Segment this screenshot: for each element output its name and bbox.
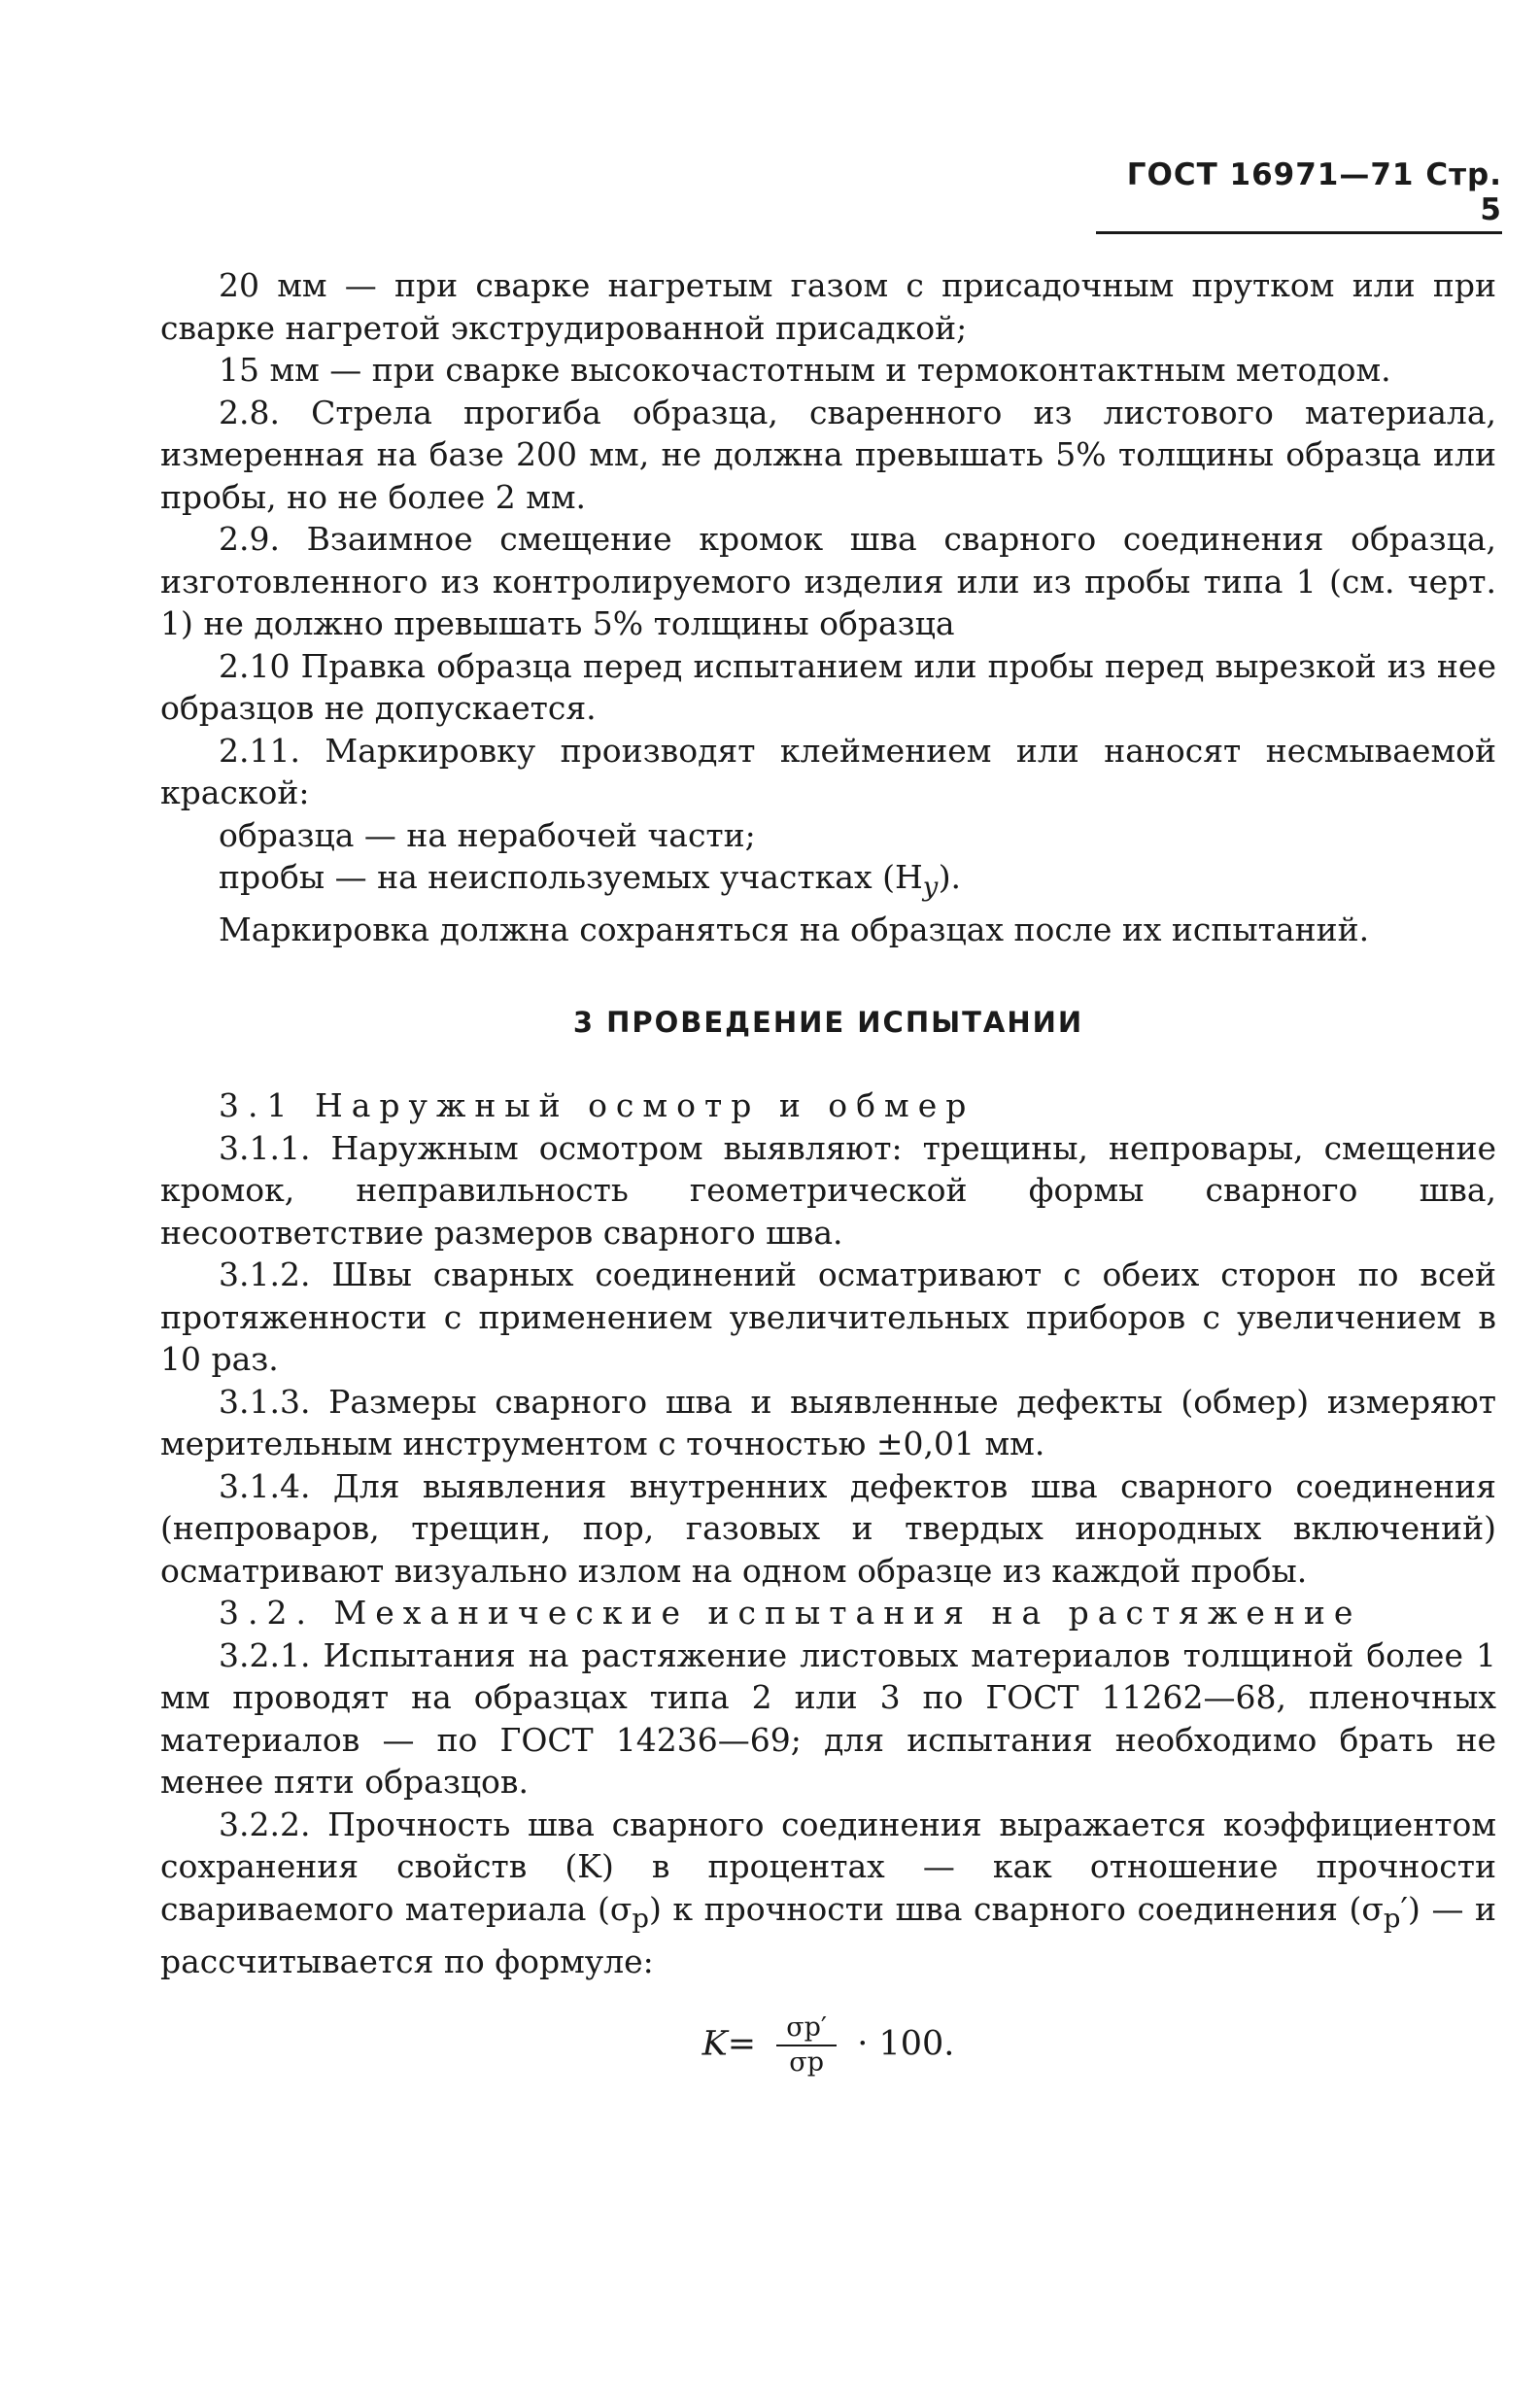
- document-body: [160, 264, 1496, 2079]
- paragraph: 15 мм — при сварке высокочастотным и термоконтактным методом.: [219, 351, 1391, 389]
- subscript: у: [922, 871, 939, 903]
- formula-rhs: · 100.: [857, 2024, 955, 2064]
- subsection-3-2-title: 3.2. Механические испытания на растяжение: [219, 1594, 1362, 1633]
- subscript: р: [1383, 1903, 1401, 1935]
- clause-2-9: 2.9. Взаимное смещение кромок шва сварного соединения образца, изготовленного из контролируемого изделия или из пробы типа 1 (см. черт. 1) не должно превышать 5% толщины образца: [160, 520, 1496, 642]
- page-number: Стр. 5: [1425, 157, 1502, 227]
- clause-3-2-2-text-a: 3.2.2. Прочность шва сварного соединения выражается коэффициентом сохранения свойств (K) в процентах — как отношение прочности свариваемого материала (σ: [160, 1804, 1496, 1928]
- page-header: [1096, 157, 1502, 234]
- formula-lhs: K=: [702, 2024, 757, 2064]
- clause-3-1-3: 3.1.3. Размеры сварного шва и выявленные дефекты (обмер) измеряют мерительным инструментом с точностью ±0,01 мм.: [160, 1382, 1496, 1463]
- marking-probe: [160, 856, 1496, 909]
- clause-2-10: 2.10 Правка образца перед испытанием или пробы перед вырезкой из нее образцов не допускается.: [160, 646, 1496, 727]
- subsection-3-1-title: 3.1 Наружный осмотр и обмер: [219, 1086, 975, 1125]
- formula-denominator: σр: [789, 2047, 824, 2079]
- marking-sample: образца — на нерабочей части;: [219, 815, 756, 854]
- clause-2-8: 2.8. Стрела прогиба образца, сваренного из листового материала, измеренная на базе 200 мм, не должна превышать 5% толщины образца или пробы, но не более 2 мм.: [160, 393, 1496, 516]
- clause-3-1-4: 3.1.4. Для выявления внутренних дефектов шва сварного соединения (непроваров, трещин, пор, газовых и твердых инородных включений) осматривают визуально излом на одном образце из каждой пробы.: [160, 1466, 1496, 1590]
- section-title: 3 ПРОВЕДЕНИЕ ИСПЫТАНИИ: [572, 1005, 1084, 1039]
- formula-fraction: [776, 2011, 837, 2079]
- document-number: ГОСТ 16971—71: [1126, 157, 1415, 192]
- paragraph: 20 мм — при сварке нагретым газом с присадочным прутком или при сварке нагретой экструдированной присадкой;: [160, 266, 1496, 347]
- clause-3-2-1: 3.2.1. Испытания на растяжение листовых материалов толщиной более 1 мм проводят на образцах типа 2 или 3 по ГОСТ 11262—68, пленочных материалов — по ГОСТ 14236—69; для испытания необходимо брать не менее пяти образцов.: [160, 1635, 1496, 1802]
- clause-3-1-1: 3.1.1. Наружным осмотром выявляют: трещины, непровары, смещение кромок, неправильность геометрической формы сварного шва, несоответствие размеров сварного шва.: [160, 1128, 1496, 1252]
- marking-probe-text: пробы — на неиспользуемых участках (Н: [219, 858, 923, 896]
- clause-3-2-2: [160, 1804, 1496, 1983]
- marking-probe-end: ).: [938, 858, 962, 896]
- formula: [160, 2011, 1496, 2079]
- subscript: р: [632, 1903, 649, 1935]
- clause-3-2-2-text-b: ) к прочности шва сварного соединения (σ: [649, 1889, 1384, 1928]
- clause-3-2-2-text-c: ′) — и рассчитывается по формуле:: [160, 1889, 1496, 1980]
- clause-2-11: 2.11. Маркировку производят клеймением или наносят несмываемой краской:: [160, 731, 1496, 811]
- formula-numerator: σр′: [776, 2011, 837, 2046]
- marking-note: Маркировка должна сохраняться на образцах после их испытаний.: [219, 911, 1370, 949]
- clause-3-1-2: 3.1.2. Швы сварных соединений осматривают с обеих сторон по всей протяженности с применением увеличительных приборов с увеличением в 10 раз.: [160, 1255, 1496, 1379]
